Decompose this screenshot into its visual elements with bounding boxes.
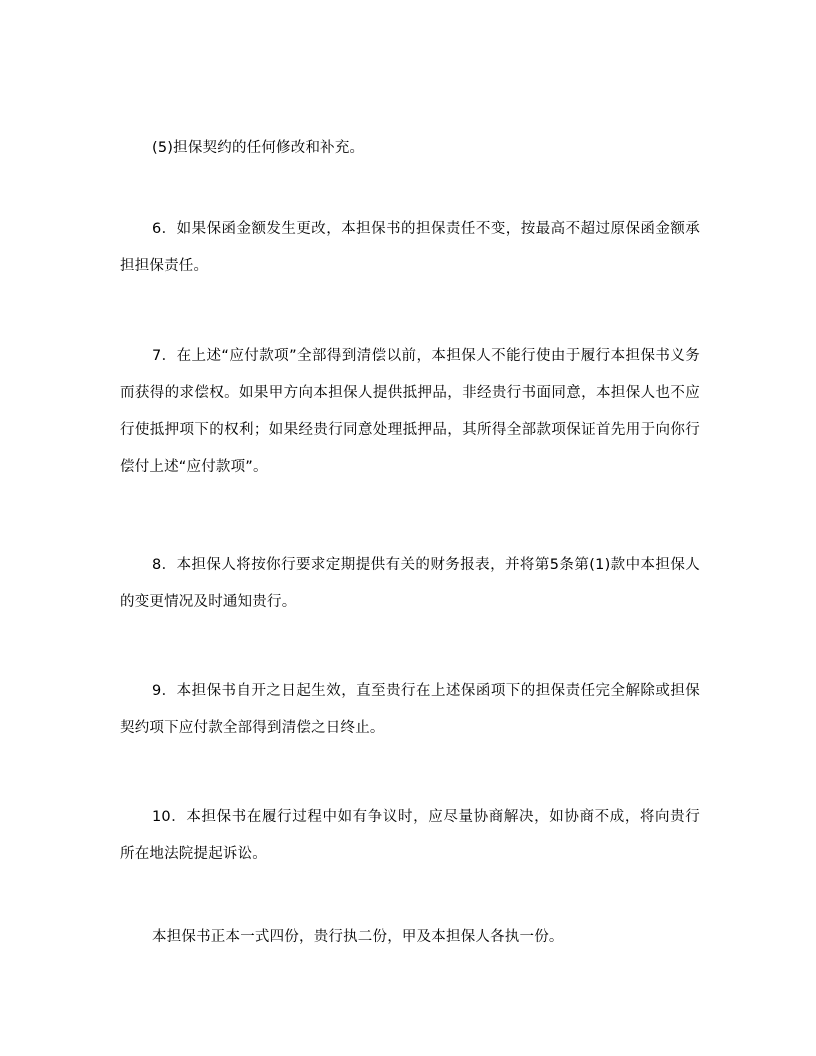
paragraph-7: 7．在上述“应付款项”全部得到清偿以前，本担保人不能行使由于履行本担保书义务而获得的求偿权。如果甲方向本担保人提供抵押品，非经贵行书面同意，本担保人也不应行使抵押项下的权利；如果经贵行同意处理抵押品，其所得全部款项保证首先用于向你行偿付上述“应付款项”。 <box>120 348 700 475</box>
paragraph-6: 6．如果保函金额发生更改，本担保书的担保责任不变，按最高不超过原保函金额承担担保责任。 <box>120 221 700 274</box>
paragraph-8: 8．本担保人将按你行要求定期提供有关的财务报表，并将第5条第(1)款中本担保人的变更情况及时通知贵行。 <box>120 557 700 610</box>
paragraph-9: 9．本担保书自开之日起生效，直至贵行在上述保函项下的担保责任完全解除或担保契约项下应付款全部得到清偿之日终止。 <box>120 683 700 736</box>
paragraph-copies: 本担保书正本一式四份，贵行执二份，甲及本担保人各执一份。 <box>152 929 564 945</box>
paragraph-5-amendment: (5)担保契约的任何修改和补充。 <box>152 140 365 156</box>
paragraph-10: 10．本担保书在履行过程中如有争议时，应尽量协商解决，如协商不成，将向贵行所在地法院提起诉讼。 <box>120 809 700 862</box>
